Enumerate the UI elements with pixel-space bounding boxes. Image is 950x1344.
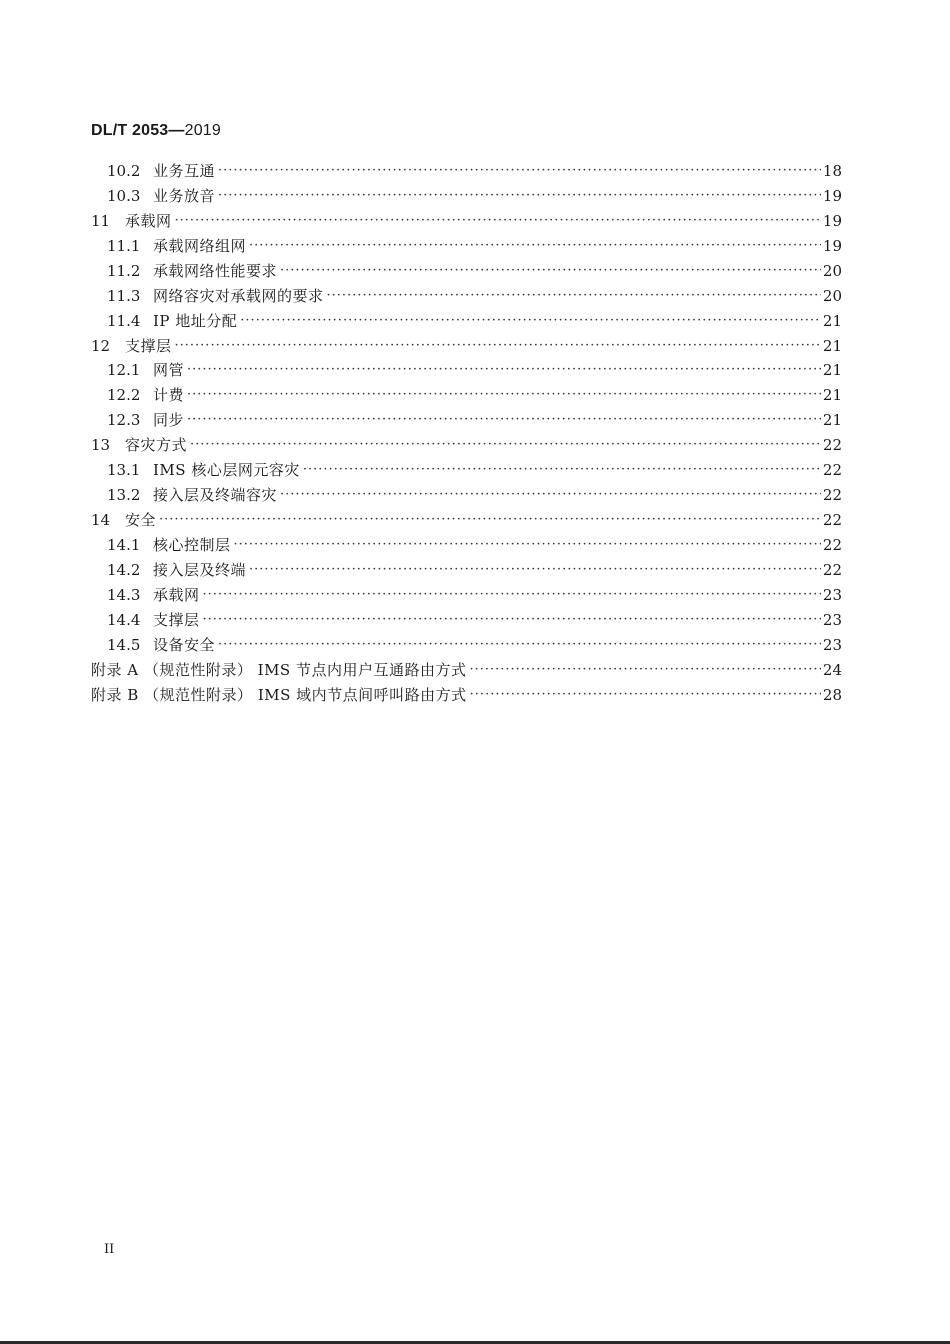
toc-dot-leader <box>249 558 821 582</box>
toc-entry[interactable] <box>91 657 842 682</box>
toc-entry-page: 19 <box>822 211 842 230</box>
toc-dot-leader <box>234 533 821 557</box>
document-code <box>91 122 221 140</box>
toc-entry[interactable] <box>91 432 842 457</box>
toc-dot-leader <box>187 358 821 382</box>
toc-entry-number: 12.3 <box>107 411 141 430</box>
toc-dot-leader <box>159 508 821 532</box>
toc-entry-number: 12.2 <box>107 386 141 405</box>
toc-entry-number: 11.4 <box>107 311 141 330</box>
toc-dot-leader <box>187 383 821 407</box>
toc-dot-leader <box>470 683 821 707</box>
toc-entry-title: 业务互通 <box>153 161 216 180</box>
toc-entry-title: IMS 核心层网元容灾 <box>153 461 300 480</box>
toc-entry-number: 14.1 <box>107 536 141 554</box>
toc-entry[interactable] <box>91 407 842 432</box>
document-code-separator: — <box>168 122 185 139</box>
toc-entry-title: 支撑层 <box>125 336 172 355</box>
toc-entry[interactable] <box>91 358 842 383</box>
toc-entry-title: 承载网络性能要求 <box>153 261 278 280</box>
toc-entry[interactable] <box>91 208 842 233</box>
toc-entry-number: 12 <box>91 336 111 355</box>
toc-entry[interactable] <box>91 258 842 283</box>
toc-entry[interactable] <box>91 233 842 258</box>
toc-dot-leader <box>187 408 821 432</box>
toc-entry-page: 20 <box>822 286 842 305</box>
toc-entry[interactable] <box>91 482 842 507</box>
document-code-year: 2019 <box>184 122 221 139</box>
toc-entry-title: 同步 <box>153 411 185 430</box>
toc-entry-page: 21 <box>822 336 842 355</box>
toc-entry-page: 22 <box>822 486 842 505</box>
toc-entry-page: 22 <box>822 461 842 480</box>
toc-entry-page: 21 <box>822 311 842 330</box>
toc-entry-number: 14.2 <box>107 560 141 579</box>
toc-entry[interactable] <box>91 333 842 358</box>
toc-entry-title: 容灾方式 <box>125 436 188 455</box>
toc-entry-title: 网络容灾对承载网的要求 <box>153 286 324 305</box>
toc-entry-page: 19 <box>822 236 842 255</box>
toc-entry-number: 13.1 <box>107 461 141 480</box>
toc-entry-title: 计费 <box>153 386 185 405</box>
toc-entry-title: 承载网 <box>153 585 200 604</box>
toc-dot-leader <box>249 234 821 258</box>
toc-dot-leader <box>280 259 821 283</box>
toc-dot-leader <box>303 458 821 482</box>
toc-entry-page: 22 <box>822 560 842 579</box>
toc-dot-leader <box>203 608 821 632</box>
toc-entry-number: 14.3 <box>107 585 141 604</box>
toc-dot-leader <box>218 184 821 208</box>
document-code-number: DL/T 2053 <box>91 122 169 139</box>
toc-dot-leader <box>327 284 821 308</box>
toc-entry-number: 11.1 <box>107 236 141 255</box>
toc-entry-title: 附录 A （规范性附录） IMS 节点内用户互通路由方式 <box>91 660 467 679</box>
toc-dot-leader <box>190 433 821 457</box>
toc-dot-leader <box>175 209 821 233</box>
toc-entry-title: IP 地址分配 <box>153 311 238 330</box>
toc-entry[interactable] <box>91 532 842 557</box>
toc-entry[interactable] <box>91 308 842 333</box>
toc-entry-number: 11 <box>91 211 111 230</box>
toc-entry[interactable] <box>91 183 842 208</box>
toc-dot-leader <box>218 633 821 657</box>
toc-dot-leader <box>469 658 820 682</box>
toc-entry[interactable] <box>91 283 842 308</box>
toc-entry-page: 21 <box>822 386 842 405</box>
toc-entry[interactable] <box>91 382 842 407</box>
toc-entry-number: 11.3 <box>107 286 141 305</box>
toc-entry-number: 11.2 <box>107 261 141 280</box>
toc-entry[interactable] <box>91 457 842 482</box>
toc-entry[interactable] <box>91 507 842 532</box>
toc-entry-title: 网管 <box>153 361 185 380</box>
toc-entry-title: 安全 <box>125 511 157 530</box>
toc-entry-number: 12.1 <box>107 361 141 380</box>
toc-entry-number: 14 <box>91 511 111 530</box>
table-of-contents <box>91 158 842 707</box>
toc-entry-number: 10.3 <box>107 186 141 205</box>
toc-entry-number: 13 <box>91 436 111 455</box>
toc-entry-title: 附录 B （规范性附录） IMS 域内节点间呼叫路由方式 <box>91 685 467 704</box>
toc-entry[interactable] <box>91 557 842 582</box>
toc-dot-leader <box>203 583 821 607</box>
toc-entry-page: 23 <box>822 610 842 629</box>
toc-entry-page: 18 <box>822 161 842 180</box>
toc-entry-title: 业务放音 <box>153 186 216 205</box>
toc-entry-title: 支撑层 <box>153 610 200 629</box>
toc-entry[interactable] <box>91 582 842 607</box>
toc-entry-number: 14.5 <box>107 635 141 654</box>
toc-entry-page: 21 <box>822 361 842 380</box>
toc-entry-page: 20 <box>822 261 842 280</box>
toc-entry-title: 承载网络组网 <box>153 236 247 255</box>
toc-entry-page: 19 <box>822 186 842 205</box>
toc-entry-page: 21 <box>822 411 842 430</box>
toc-entry-page: 22 <box>822 436 842 455</box>
toc-entry-title: 接入层及终端容灾 <box>153 486 278 505</box>
toc-entry-page: 22 <box>822 511 842 530</box>
toc-entry-page: 28 <box>822 685 842 704</box>
toc-entry-number: 14.4 <box>107 610 141 629</box>
toc-dot-leader <box>280 483 821 507</box>
toc-entry-title: 承载网 <box>125 211 172 230</box>
page-number: II <box>104 1242 115 1257</box>
toc-entry[interactable] <box>91 158 842 183</box>
toc-entry-title: 设备安全 <box>153 635 216 654</box>
toc-entry-page: 23 <box>822 635 842 654</box>
toc-dot-leader <box>218 159 821 183</box>
toc-entry-title: 接入层及终端 <box>153 560 247 579</box>
toc-entry-page: 23 <box>822 585 842 604</box>
toc-entry-page: 24 <box>822 660 842 679</box>
toc-entry-title: 核心控制层 <box>153 536 231 554</box>
toc-dot-leader <box>240 309 821 333</box>
toc-entry[interactable] <box>91 682 842 707</box>
toc-entry[interactable] <box>91 632 842 657</box>
toc-entry-page: 22 <box>822 536 842 554</box>
toc-dot-leader <box>175 334 821 358</box>
toc-entry[interactable] <box>91 607 842 632</box>
toc-entry-number: 13.2 <box>107 486 141 505</box>
toc-entry-number: 10.2 <box>107 161 141 180</box>
